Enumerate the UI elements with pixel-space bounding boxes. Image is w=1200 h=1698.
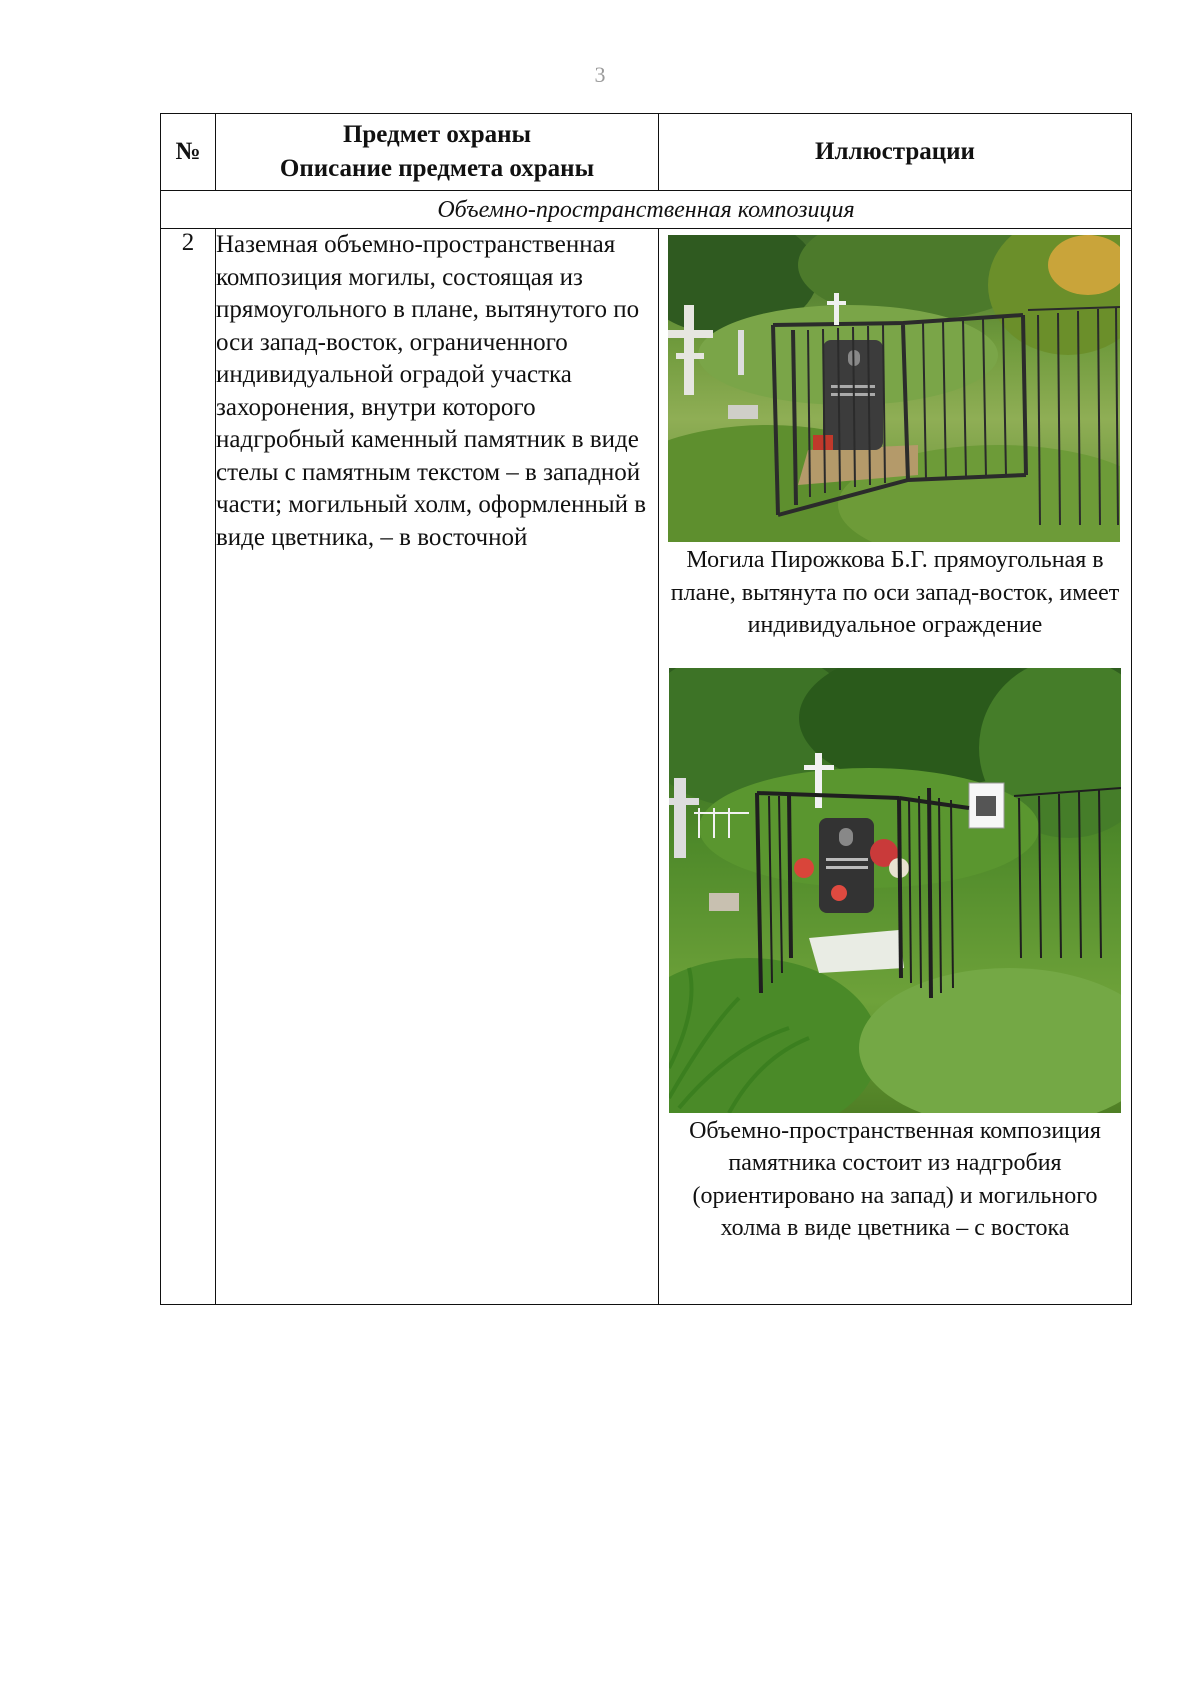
header-number: № bbox=[161, 114, 216, 191]
header-subject-title: Предмет охраны bbox=[342, 121, 532, 148]
table-row bbox=[161, 229, 1132, 1305]
illustrations-cell bbox=[659, 229, 1132, 1305]
row-number: 2 bbox=[161, 229, 216, 1305]
figure-2 bbox=[659, 668, 1131, 1245]
figure-1-caption: Могила Пирожкова Б.Г. прямоугольная в плане, вытянута по оси запад-восток, имеет индивидуальное ограждение bbox=[670, 547, 1120, 638]
page-number: 3 bbox=[594, 62, 606, 87]
header-illustrations: Иллюстрации bbox=[659, 114, 1132, 191]
grave-fence-photo bbox=[668, 235, 1120, 542]
row-description: Наземная объемно-пространственная композиция могилы, состоящая из прямоугольного в плане, вытянутого по оси запад-восток, ограниченного индивидуальной оградой участка захоронения, внутри которого надгробный каменный памятник в виде стелы с памятным текстом – в западной части; могильный холм, оформленный в виде цветника, – в восточной bbox=[216, 229, 659, 1305]
table-header-row bbox=[161, 114, 1132, 191]
header-subject-description: Описание предмета охраны bbox=[279, 155, 595, 182]
grave-monument-photo bbox=[669, 668, 1121, 1113]
section-title: Объемно-пространственная композиция bbox=[161, 191, 1132, 229]
figure-1 bbox=[659, 235, 1131, 642]
figure-2-caption: Объемно-пространственная композиция памятника состоит из надгробия (ориентировано на запад) и могильного холма в виде цветника – с востока bbox=[689, 1117, 1101, 1241]
protection-subject-table bbox=[160, 113, 1132, 1305]
header-subject bbox=[216, 114, 659, 191]
section-row bbox=[161, 191, 1132, 229]
